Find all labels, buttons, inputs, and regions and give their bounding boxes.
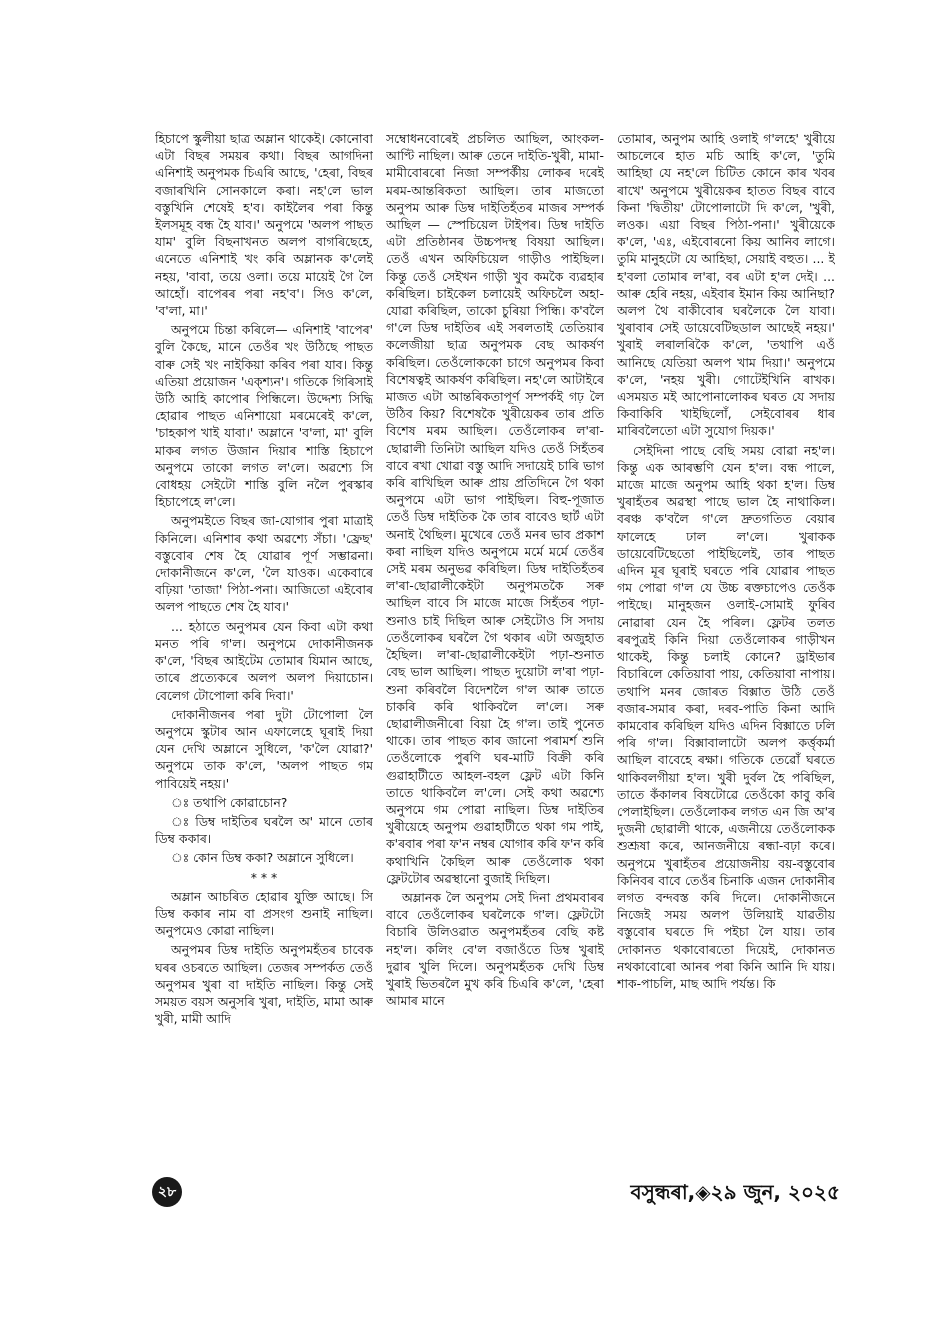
paragraph: সম্বোধনবোৰেই প্ৰচলিত আছিল, আংকল-আণ্টি নাছিল। আৰু তেনে দাইতি-খুৰী, মামা-মামীবোৰৰো নিজা সম্পৰ্কীয় লোকৰ দৰেই মৰম-আন্তৰিকতা আছিল। তাৰ মাজতো অনুপম আৰু ডিম্ব দাইতিহঁতৰ মাজৰ সম্পৰ্ক আছিল — স্পেচিয়েল টাইপৰ। ডিম্ব দাইতি এটা প্ৰতিষ্ঠানৰ উচ্চপদস্থ বিষয়া আছিল। তেওঁ এখন অফিচিয়েল গাড়ীও পাইছিল। কিন্তু তেওঁ সেইখন গাড়ী খুব কমকৈ ব্যৱহাৰ কৰিছিল। চাইকেল চলায়েই অফিচলৈ অহা-যোৱা কৰিছিল, তাকো চুৰিয়া পিন্ধি। ক'বলৈ গ'লে ডিম্ব দাইতিৰ এই সৰলতাই তেতিয়াৰ কলেজীয়া ছাত্ৰ অনুপমক বেছ আকৰ্ষণ কৰিছিল। তেওঁলোককো চাগে অনুপমৰ কিবা বিশেষত্বই আকৰ্ষণ কৰিছিল। নহ'লে আটাইৰে মাজত এটা আন্তৰিকতাপূৰ্ণ সম্পৰ্কই গঢ় লৈ উঠিব কিয়? বিশেষকৈ খুৰীয়েকৰ তাৰ প্ৰতি বিশেষ মৰম আছিল। তেওঁলোকৰ ল'ৰা-ছোৱালী তিনিটা আছিল যদিও তেওঁ সিহঁতৰ বাবে ৰখা খোৱা বস্তু আদি সদায়েই চাৰি ভাগ কৰি ৰাখিছিল আৰু প্ৰায় প্ৰতিদিনে গৈ থকা অনুপমে এটা ভাগ পাইছিল। বিহু-পূজাত তেওঁ ডিম্ব দাইতিক কৈ তাৰ বাবেও ছাৰ্ট এটা অনাই থৈছিল। মুখেৰে তেওঁ মনৰ ভাব প্ৰকাশ কৰা নাছিল যদিও অনুপমে মৰ্মে মৰ্মে তেওঁৰ সেই মৰম অনুভৱ কৰিছিল। ডিম্ব দাইতিহঁতৰ ল'ৰা-ছোৱালীকেইটা অনুপমতকৈ সৰু আছিল বাবে সি মাজে মাজে সিহঁতৰ পঢ়া-শুনাও চাই দিছিল আৰু সেইটোও সি সদায় তেওঁলোকৰ ঘৰলৈ গৈ থকাৰ এটা অজুহাত হৈছিল। ল'ৰা-ছোৱালীকেইটা পঢ়া-শুনাত বেছ ভাল আছিল। পাছত দুয়োটা ল'ৰা পঢ়া-শুনা কৰিবলৈ বিদেশলৈ গ'ল আৰু তাতে চাকৰি কৰি থাকিবলৈ ল'লে। সৰু ছোৱালীজনীৰো বিয়া হৈ গ'ল। তাই পুনেত থাকে। তাৰ পাছত কাৰ জানো পৰামৰ্শ শুনি তেওঁলোকে পুৰণি ঘৰ-মাটি বিক্ৰী কৰি গুৱাহাটীতে আহল-বহল ফ্লেট এটা কিনি তাতে থাকিবলৈ ল'লে। সেই কথা অৱশ্যে অনুপমে গম পোৱা নাছিল। ডিম্ব দাইতিৰ খুৰীয়েহে অনুপম গুৱাহাটীতে থকা গম পাই, ক'ৰবাৰ পৰা ফ'ন নম্বৰ যোগাৰ কৰি ফ'ন কৰি কথাখিনি কৈছিল আৰু তেওঁলোক থকা ফ্লেটটোৰ অৱস্থানো বুজাই দিছিল। <box>386 131 604 886</box>
masthead-date: বসুন্ধৰা,◈২৯ জুন, ২০২৫ <box>630 1180 840 1204</box>
paragraph: ঃ ডিম্ব দাইতিৰ ঘৰলৈ অ' মানে তোৰ ডিম্ব ককাৰ। <box>155 813 373 847</box>
paragraph: ঃ কোন ডিম্ব ককা? অম্লানে সুধিলে। <box>171 850 354 866</box>
paragraph: অম্লান আচৰিত হোৱাৰ যুক্তি আছে। সি ডিম্ব ককাৰ নাম বা প্ৰসংগ শুনাই নাছিল। অনুপমেও কোৱা নাছিল। <box>155 888 373 939</box>
paragraph: অনুপমৰ ডিম্ব দাইতি অনুপমহঁতৰ চাবেক ঘৰৰ ওচৰতে আছিল। তেজৰ সম্পৰ্কত তেওঁ অনুপমৰ খুৰা বা দাইতি নাছিল। কিন্তু সেই সময়ত বয়স অনুসৰি খুৰা, দাইতি, মামা আৰু খুৰী, মামী আদি <box>155 942 373 1027</box>
page-footer <box>150 1177 840 1207</box>
paragraph: অম্লানক লৈ অনুপম সেই দিনা প্ৰথমবাৰৰ বাবে তেওঁলোকৰ ঘৰলৈকে গ'ল। ফ্লেটটো বিচাৰি উলিওৱাত অনুপমহঁতৰ বেছি কষ্ট নহ'ল। কলিং বে'ল বজাওঁতে ডিম্ব খুৰাই দুৱাৰ খুলি দিলে। অনুপমহঁতক দেখি ডিম্ব খুৰাই ভিতৰলৈ মুখ কৰি চিএৰি ক'লে, 'হেৰা আমাৰ মানে <box>386 889 604 1009</box>
paragraph: ঃ তথাপি কোৱাচোন? <box>171 794 288 810</box>
paragraph: দোকানীজনৰ পৰা দুটা টোপোলা লৈ অনুপমে স্কুটাৰ আন এফালেহে ঘূৰাই দিয়া যেন দেখি অম্লানে সুধিলে, 'ক'লৈ যোৱা?' অনুপমে তাক ক'লে, 'অলপ পাছত গম পাবিয়েই নহয়।' <box>155 706 373 791</box>
paragraph: সেইদিনা পাছে বেছি সময় বোৱা নহ'ল। কিন্তু এক আৰম্ভণি যেন হ'ল। বন্ধ পালে, মাজে মাজে অনুপম আহি থকা হ'ল। ডিম্ব খুৰাহঁতৰ অৱস্থা পাছে ভাল হৈ নাথাকিল। বৰঞ্চ ক'বলৈ গ'লে দ্ৰুতগতিত বেয়াৰ ফালেহে ঢাল ল'লে। খুৰাকক ডায়েবেটিছেতো পাইছিলেই, তাৰ পাছত এদিন মূৰ ঘূৰাই ঘৰতে পৰি যোৱাৰ পাছত গম পোৱা গ'ল যে উচ্চ ৰক্তচাপেও তেওঁক পাইছে। মানুহজন ওলাই-সোমাই ফুৰিব নোৱাৰা যেন হৈ পৰিল। ফ্লেটৰ তলত ৰৰপুত্ৰই কিনি দিয়া তেওঁলোকৰ গাড়ীখন থাকেই, কিন্তু চলাই কোনে? ড্ৰাইভাৰ বিচাৰিলে কেতিয়াবা পায়, কেতিয়াবা নাপায়। তথাপি মনৰ জোৰত বিক্সাত উঠি তেওঁ বজাৰ-সমাৰ কৰা, দৰব-পাতি কিনা আদি কামবোৰ কৰিছিল যদিও এদিন বিক্সাতে ঢলি পৰি গ'ল। বিক্সাবালাটো অলপ কৰ্ত্তৃকৰ্মা আছিল বাবেহে ৰক্ষা। গতিকে তেৱোঁ ঘৰতে থাকিবলগীয়া হ'ল। খুৰী দুৰ্বল হৈ পৰিছিল, তাতে কঁকালৰ বিষটোৱে তেওঁকো কাবু কৰি পেলাইছিল। তেওঁলোকৰ লগত এন জি অ'ৰ দুজনী ছোৱালী থাকে, এজনীয়ে তেওঁলোকক শুশ্ৰূষা কৰে, আনজনীয়ে ৰন্ধা-বঢ়া কৰে। অনুপমে খুৰাহঁতৰ প্ৰয়োজনীয় বয়-বস্তুবোৰ কিনিবৰ বাবে তেওঁৰ চিনাকি এজন দোকানীৰ লগত বন্দবস্ত কৰি দিলে। দোকানীজনে নিজেই সময় অলপ উলিয়াই যাৱতীয় বস্তুবোৰ ঘৰতে দি পইচা লৈ যায়। তাৰ দোকানত থকাবোৰতো দিয়েই, দোকানত নথকাবোৰো আনৰ পৰা কিনি আনি দি যায়। শাক-পাচলি, মাছ আদি পৰ্যন্ত। কি <box>617 442 835 991</box>
paragraph: তোমাৰ, অনুপম আহি ওলাই গ'লহে' খুৰীয়ে আচলেৰে হাত মচি আহি ক'লে, 'তুমি আহিছা যে নহ'লে চিটিত কোনে কাৰ খবৰ ৰাখে' অনুপমে খুৰীয়েকৰ হাতত বিছৰ বাবে কিনা 'দ্বিতীয়' টোপোলাটো দি ক'লে, 'খুৰী, লওক। এয়া বিছৰ পিঠা-পনা।' খুৰীয়েকে ক'লে, 'এঃ, এইবোৰনো কিয় আনিব লাগে। তুমি মানুহটো যে আহিছা, সেয়াই বহুত। ... ই হ'বলা তোমাৰ ল'ৰা, বৰ এটা হ'ল দেই। ... আৰু হেৰি নহয়, এইবাৰ ইমান কিয় আনিছা? অলপ থৈ বাকীবোৰ ঘৰলৈকে লৈ যাবা। খুৰাবাৰ সেই ডায়েবেটিছডাল আছেই নহয়।' খুৰাই লৰালৰিকৈ ক'লে, 'তথাপি এওঁ আনিছে যেতিয়া অলপ খাম দিয়া।' অনুপমে ক'লে, 'নহয় খুৰী। গোটেইখিনি ৰাখক। এসময়ত মই আপোনালোকৰ ঘৰত যে সদায় কিবাকিবি খাইছিলোঁ, সেইবোৰৰ ধাৰ মাৰিবলৈতো এটা সুযোগ দিয়ক।' <box>617 131 835 439</box>
paragraph: অনুপমইতে বিছৰ জা-যোগাৰ পুৰা মাত্ৰাই কিনিলে। এনিশাৰ কথা অৱশ্যে সঁচা। 'ফ্ৰেছ' বস্তুবোৰ শেষ হৈ যোৱাৰ পূৰ্ণ সম্ভাৱনা। দোকানীজনে ক'লে, 'লৈ যাওক। একেবাৰে বঢ়িয়া 'তাজা' পিঠা-পনা। আজিতো এইবোৰ অলপ পাছতে শেষ হৈ যাব।' <box>155 513 373 615</box>
page-number-badge: ২৮ <box>152 1177 182 1207</box>
text-column-3 <box>617 130 835 1130</box>
paragraph: অনুপমে চিন্তা কৰিলে— এনিশাই 'বাপেৰ' বুলি কৈছে, মানে তেওঁৰ খং উঠিছে পাছত বাৰু সেই খং নাইকিয়া কৰিব পৰা যাব। কিন্তু এতিয়া প্ৰয়োজন 'এক্শ্যন'। গতিকে গিৰিসাই উঠি আহি কাপোৰ পিন্ধিলে। উদ্দেশ্য সিদ্ধি হোৱাৰ পাছত এনিশায়ো মৰমেৰেই ক'লে, 'চাহকাপ খাই যাবা।' অম্লানে 'ব'লা, মা' বুলি মাকৰ লগত উজান দিয়াৰ শাস্তি হিচাপে অনুপমে তাকো লগত ল'লে। অৱশ্যে সি বোধহয় সেইটো শাস্তি বুলি নলৈ পুৰস্কাৰ হিচাপেহে ল'লে। <box>155 322 373 510</box>
text-column-2 <box>386 130 604 1130</box>
text-column-1 <box>155 130 373 1130</box>
section-separator: * * * <box>250 869 278 885</box>
paragraph: ... হঠাতে অনুপমৰ যেন কিবা এটা কথা মনত পৰি গ'ল। অনুপমে দোকানীজনক ক'লে, 'বিছৰ আইটেম তোমাৰ যিমান আছে, তাৰে প্ৰত্যেকৰে অলপ অলপ দিয়াচোন। বেলেগ টোপোলা কৰি দিবা।' <box>155 618 373 703</box>
paragraph: হিচাপে স্কুলীয়া ছাত্ৰ অম্লান থাকেই। কোনোবা এটা বিছৰ সময়ৰ কথা। বিছৰ আগদিনা এনিশাই অনুপমক চিএৰি আছে, 'হেৰা, বিছৰ বজাৰখিনি সোনকালে কৰা। নহ'লে ভাল বস্তুখিনি শেষেই হ'ব। কাইলৈৰ পৰা কিন্তু ইলসমূহ বন্ধ হৈ যাব।' অনুপমে 'অলপ পাছত যাম' বুলি বিছনাখনত অলপ বাগৰিছেহে, এনেতে এনিশাই খং কৰি অম্লানক ক'লেই নহয়, 'বাবা, তয়ে ওলা। তয়ে মায়েই গৈ লৈ আহোঁ। বাপেৰৰ পৰা নহ'ব'। সিও ক'লে, 'ব'লা, মা।' <box>155 131 373 319</box>
